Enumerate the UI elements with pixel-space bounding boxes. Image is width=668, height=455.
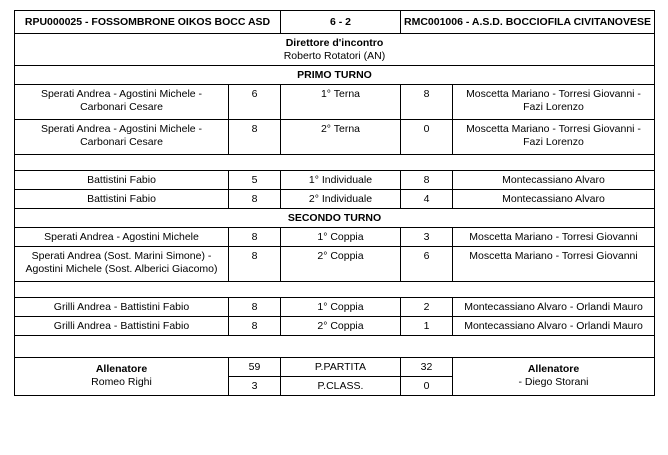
match-type: 1° Individuale [281, 171, 401, 190]
home-coach-name: Romeo Righi [91, 376, 152, 388]
section-row [15, 66, 655, 85]
away-players: Montecassiano Alvaro - Orlandi Mauro [453, 298, 655, 317]
match-row [15, 171, 655, 190]
match-row [15, 317, 655, 336]
class-label: P.CLASS. [281, 377, 401, 396]
home-players: Grilli Andrea - Battistini Fabio [15, 298, 229, 317]
home-players: Battistini Fabio [15, 171, 229, 190]
home-score: 8 [229, 228, 281, 247]
home-players: Sperati Andrea - Agostini Michele - Carbonari Cesare [15, 85, 229, 120]
match-table [14, 10, 655, 396]
match-row [15, 120, 655, 155]
partita-label: P.PARTITA [281, 358, 401, 377]
match-type: 2° Terna [281, 120, 401, 155]
section-title-primo-turno: PRIMO TURNO [15, 66, 655, 85]
away-players: Moscetta Mariano - Torresi Giovanni - Fazi Lorenzo [453, 120, 655, 155]
home-score: 8 [229, 317, 281, 336]
match-row [15, 247, 655, 282]
match-type: 2° Coppia [281, 247, 401, 282]
home-score: 5 [229, 171, 281, 190]
header-row [15, 11, 655, 34]
home-coach-label: Allenatore [95, 363, 148, 375]
home-team: RPU000025 - FOSSOMBRONE OIKOS BOCC ASD [15, 11, 281, 34]
totals-row [15, 358, 655, 377]
away-class-points: 0 [401, 377, 453, 396]
match-type: 2° Individuale [281, 190, 401, 209]
match-type: 2° Coppia [281, 317, 401, 336]
home-partita-points: 59 [229, 358, 281, 377]
spacer-row [15, 282, 655, 298]
match-row [15, 298, 655, 317]
away-score: 6 [401, 247, 453, 282]
final-score: 6 - 2 [281, 11, 401, 34]
home-players: Sperati Andrea (Sost. Marini Simone) - Agostini Michele (Sost. Alberici Giacomo) [15, 247, 229, 282]
home-score: 8 [229, 298, 281, 317]
away-team: RMC001006 - A.S.D. BOCCIOFILA CIVITANOVESE [401, 11, 655, 34]
home-players: Battistini Fabio [15, 190, 229, 209]
section-title-secondo-turno: SECONDO TURNO [15, 209, 655, 228]
away-score: 1 [401, 317, 453, 336]
away-score: 8 [401, 85, 453, 120]
home-score: 8 [229, 247, 281, 282]
away-players: Moscetta Mariano - Torresi Giovanni - Fazi Lorenzo [453, 85, 655, 120]
director-cell [15, 34, 655, 66]
section-row [15, 209, 655, 228]
spacer-row [15, 336, 655, 358]
away-players: Montecassiano Alvaro - Orlandi Mauro [453, 317, 655, 336]
home-score: 8 [229, 190, 281, 209]
director-label: Direttore d'incontro [285, 37, 384, 49]
away-partita-points: 32 [401, 358, 453, 377]
away-score: 0 [401, 120, 453, 155]
away-coach-label: Allenatore [527, 363, 580, 375]
match-type: 1° Coppia [281, 228, 401, 247]
match-row [15, 85, 655, 120]
away-players: Montecassiano Alvaro [453, 190, 655, 209]
spacer-row [15, 155, 655, 171]
away-players: Moscetta Mariano - Torresi Giovanni [453, 247, 655, 282]
away-score: 3 [401, 228, 453, 247]
home-score: 8 [229, 120, 281, 155]
match-type: 1° Coppia [281, 298, 401, 317]
home-class-points: 3 [229, 377, 281, 396]
away-score: 2 [401, 298, 453, 317]
away-score: 8 [401, 171, 453, 190]
home-players: Sperati Andrea - Agostini Michele [15, 228, 229, 247]
match-row [15, 228, 655, 247]
director-row [15, 34, 655, 66]
match-type: 1° Terna [281, 85, 401, 120]
away-coach [453, 358, 655, 396]
away-players: Moscetta Mariano - Torresi Giovanni [453, 228, 655, 247]
match-report [14, 10, 654, 396]
director-name: Roberto Rotatori (AN) [283, 50, 386, 62]
home-players: Grilli Andrea - Battistini Fabio [15, 317, 229, 336]
home-coach [15, 358, 229, 396]
away-score: 4 [401, 190, 453, 209]
home-score: 6 [229, 85, 281, 120]
match-row [15, 190, 655, 209]
away-coach-name: - Diego Storani [518, 376, 589, 388]
away-players: Montecassiano Alvaro [453, 171, 655, 190]
home-players: Sperati Andrea - Agostini Michele - Carbonari Cesare [15, 120, 229, 155]
